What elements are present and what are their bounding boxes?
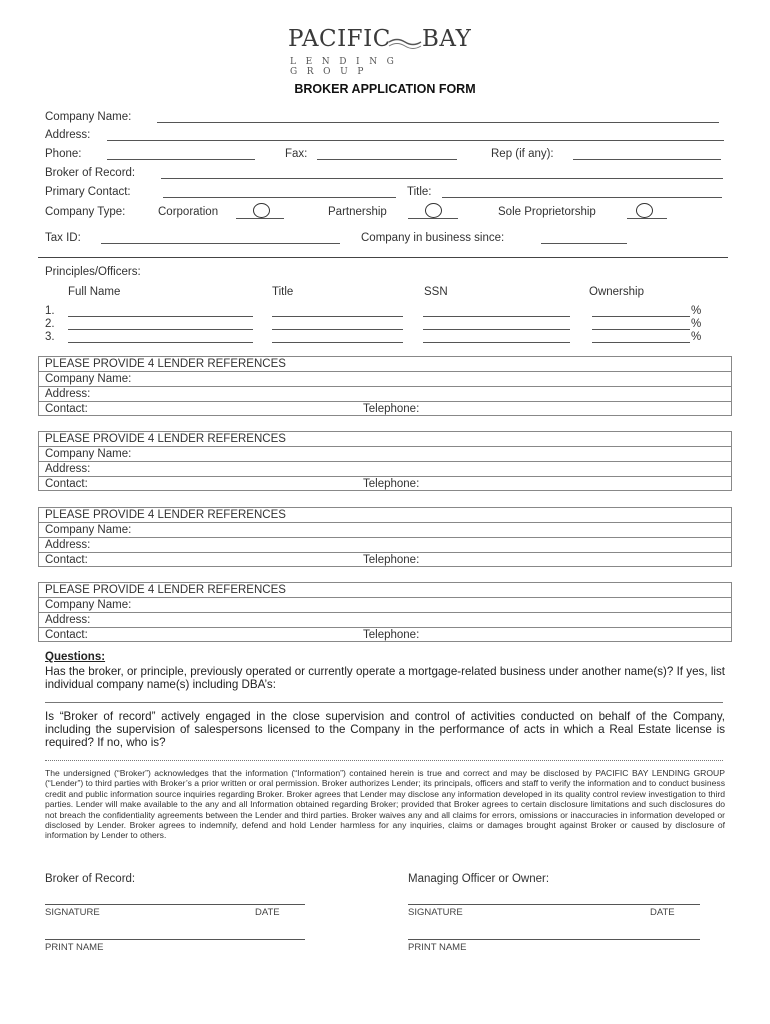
reference-company-label: Company Name: [45, 599, 132, 611]
broker-of-record-field[interactable] [161, 167, 723, 179]
officer-name-field[interactable] [68, 305, 253, 317]
officer-title-field[interactable] [272, 305, 403, 317]
questions-heading: Questions: [45, 651, 106, 663]
reference-heading: PLEASE PROVIDE 4 LENDER REFERENCES [45, 509, 286, 521]
officer-name-field[interactable] [68, 318, 253, 330]
primary-contact-label: Primary Contact: [45, 186, 131, 198]
broker-print-name-line[interactable] [45, 939, 305, 940]
reference-contact-row[interactable] [39, 553, 731, 568]
reference-telephone-label: Telephone: [363, 629, 420, 641]
col-title: Title [272, 286, 294, 298]
percent-sign: % [691, 318, 702, 330]
reference-address-label: Address: [45, 539, 91, 551]
officer-name-field[interactable] [68, 331, 253, 343]
fax-field[interactable] [317, 148, 457, 160]
officer-ssn-field[interactable] [423, 318, 570, 330]
broker-of-record-signature-heading: Broker of Record: [45, 873, 136, 885]
company-logo [288, 26, 484, 77]
percent-sign: % [691, 331, 702, 343]
tax-id-label: Tax ID: [45, 232, 81, 244]
type-corporation-label: Corporation [158, 206, 219, 218]
company-name-field[interactable] [157, 111, 719, 123]
officer-date-label: DATE [650, 907, 675, 918]
officer-ssn-field[interactable] [423, 331, 570, 343]
reference-company-row[interactable] [39, 372, 731, 387]
reference-contact-label: Contact: [45, 478, 88, 490]
officer-ownership-field[interactable] [592, 331, 690, 343]
officer-row-number: 3. [45, 331, 55, 343]
broker-signature-line[interactable] [45, 904, 305, 905]
sole-proprietorship-radio[interactable] [636, 203, 653, 218]
reference-contact-label: Contact: [45, 554, 88, 566]
reference-address-row[interactable] [39, 462, 731, 477]
officer-row-number: 1. [45, 305, 55, 317]
type-sole-label: Sole Proprietorship [498, 206, 596, 218]
rep-field[interactable] [573, 148, 721, 160]
wave-icon [388, 36, 422, 50]
officer-signature-line[interactable] [408, 904, 700, 905]
officer-ownership-field[interactable] [592, 318, 690, 330]
phone-label: Phone: [45, 148, 82, 160]
question-1-answer-line[interactable] [45, 702, 723, 703]
rep-label: Rep (if any): [491, 148, 554, 160]
reference-telephone-label: Telephone: [363, 403, 420, 415]
officer-signature-label: SIGNATURE [408, 907, 463, 918]
form-title: BROKER APPLICATION FORM [294, 82, 476, 96]
reference-heading: PLEASE PROVIDE 4 LENDER REFERENCES [45, 433, 286, 445]
reference-contact-row[interactable] [39, 402, 731, 417]
officer-ssn-field[interactable] [423, 305, 570, 317]
logo-subtext: LENDING GROUP [290, 57, 404, 77]
reference-contact-row[interactable] [39, 477, 731, 492]
lender-reference-box [38, 356, 732, 416]
col-full-name: Full Name [68, 286, 121, 298]
reference-address-row[interactable] [39, 387, 731, 402]
reference-contact-label: Contact: [45, 403, 88, 415]
phone-field[interactable] [107, 148, 255, 160]
reference-company-row[interactable] [39, 598, 731, 613]
in-business-since-label: Company in business since: [361, 232, 505, 244]
reference-contact-label: Contact: [45, 629, 88, 641]
reference-company-label: Company Name: [45, 524, 132, 536]
fax-label: Fax: [285, 148, 308, 160]
percent-sign: % [691, 305, 702, 317]
tax-id-field[interactable] [101, 232, 340, 244]
officer-title-field[interactable] [272, 331, 403, 343]
company-type-label: Company Type: [45, 206, 126, 218]
reference-address-row[interactable] [39, 613, 731, 628]
question-2-text: Is “Broker of record” actively engaged in the close supervision and control of activities conducted on behalf of the Company, including the supervision of salespersons licensed to the Company in the performance of acts in which a Real Estate license is required? If no, who is? [45, 710, 725, 749]
reference-company-row[interactable] [39, 447, 731, 462]
lender-reference-box [38, 582, 732, 642]
company-name-label: Company Name: [45, 111, 132, 123]
reference-address-label: Address: [45, 614, 91, 626]
reference-company-label: Company Name: [45, 448, 132, 460]
in-business-since-field[interactable] [541, 232, 627, 244]
partnership-underline [408, 218, 458, 219]
logo-text-right: BAY [422, 26, 472, 52]
address-field[interactable] [107, 129, 724, 141]
contact-title-label: Title: [407, 186, 432, 198]
reference-company-label: Company Name: [45, 373, 132, 385]
reference-telephone-label: Telephone: [363, 478, 420, 490]
broker-print-name-label: PRINT NAME [45, 942, 104, 953]
reference-company-row[interactable] [39, 523, 731, 538]
officer-print-name-label: PRINT NAME [408, 942, 467, 953]
broker-of-record-label: Broker of Record: [45, 167, 136, 179]
officer-row-number: 2. [45, 318, 55, 330]
reference-heading: PLEASE PROVIDE 4 LENDER REFERENCES [45, 584, 286, 596]
reference-address-row[interactable] [39, 538, 731, 553]
question-2-answer-line[interactable] [45, 760, 723, 761]
col-ownership: Ownership [589, 286, 644, 298]
reference-address-label: Address: [45, 463, 91, 475]
type-partnership-label: Partnership [328, 206, 387, 218]
officer-title-field[interactable] [272, 318, 403, 330]
reference-heading: PLEASE PROVIDE 4 LENDER REFERENCES [45, 358, 286, 370]
officer-print-name-line[interactable] [408, 939, 700, 940]
logo-text-left: PACIFIC [288, 26, 391, 52]
partnership-radio[interactable] [425, 203, 442, 218]
lender-reference-box [38, 507, 732, 567]
question-1-text: Has the broker, or principle, previously operated or currently operate a mortgage-related business under another name(s)? If yes, list individual company name(s) including DBA’s: [45, 665, 725, 691]
lender-reference-box [38, 431, 732, 491]
contact-title-field[interactable] [442, 186, 722, 198]
reference-telephone-label: Telephone: [363, 554, 420, 566]
officers-heading: Principles/Officers: [45, 266, 141, 278]
broker-signature-label: SIGNATURE [45, 907, 100, 918]
address-label: Address: [45, 129, 91, 141]
corporation-radio[interactable] [253, 203, 270, 218]
reference-address-label: Address: [45, 388, 91, 400]
officer-ownership-field[interactable] [592, 305, 690, 317]
disclaimer-text: The undersigned (“Broker”) acknowledges that the information (“Information”) contained herein is true and correct and may be disclosed by PACIFIC BAY LENDING GROUP (“Lender”) to third parties with Broker’s a prior written or oral permission. Broker authorizes Lender; its principals, officers and staff to verify the information and to conduct business credit and public information source inquiries regarding Broker. Broker agrees that Lender may disclose any information developed in its quality control review investigation to third parties. Lender will make available to the any and all Information obtained regarding Broker; provided that Broker agrees to certain disclosure limitations and such disclosures do not breach the confidentiality agreements between the Lender and third parties. Broker waives any and all claims for errors, omissions or inaccuracies in information developed or disclosed by Lender. Broker agrees to indemnify, defend and hold Lender harmless for any inquiries, claims or damages brought against Broker or caused by disclosure of information by Lender to others. [45, 768, 725, 841]
section-divider [38, 257, 728, 258]
broker-date-label: DATE [255, 907, 280, 918]
col-ssn: SSN [424, 286, 448, 298]
primary-contact-field[interactable] [163, 186, 396, 198]
reference-contact-row[interactable] [39, 628, 731, 643]
sole-underline [627, 218, 667, 219]
corporation-underline [236, 218, 284, 219]
managing-officer-signature-heading: Managing Officer or Owner: [408, 873, 550, 885]
